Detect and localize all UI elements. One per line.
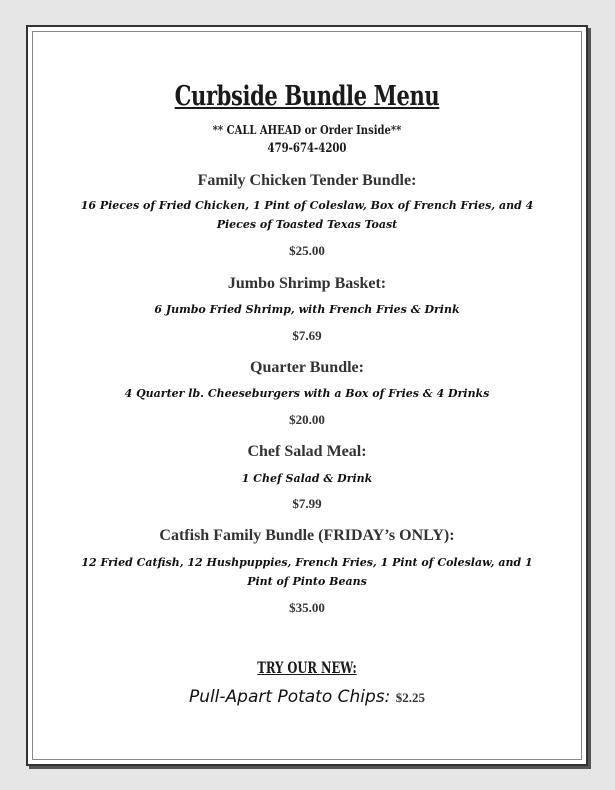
item-description: 1 Chef Salad & Drink <box>241 472 373 485</box>
item-price: $7.99 <box>292 496 322 511</box>
item-name: Chef Salad Meal: <box>247 443 367 460</box>
item-name: Catfish Family Bundle (FRIDAY’s ONLY): <box>159 527 455 544</box>
item-name: Jumbo Shrimp Basket: <box>227 275 387 292</box>
item-description: 4 Quarter lb. Cheeseburgers with a Box of Fries & 4 Drinks <box>124 387 490 400</box>
promo-line <box>28 687 586 707</box>
item-description: 6 Jumbo Fried Shrimp, with French Fries & Drink <box>154 303 460 316</box>
phone-number: 479-674-4200 <box>267 141 347 156</box>
menu-title: Curbside Bundle Menu <box>174 81 440 112</box>
promo-heading: TRY OUR NEW: <box>257 658 357 677</box>
item-name: Quarter Bundle: <box>250 359 364 376</box>
item-description: 16 Pieces of Fried Chicken, 1 Pint of Coleslaw, Box of French Fries, and 4 Pieces of Toasted Texas Toast <box>80 199 534 231</box>
item-description: 12 Fried Catfish, 12 Hushpuppies, French Fries, 1 Pint of Coleslaw, and 1 Pint of Pinto Beans <box>81 556 533 588</box>
item-name: Family Chicken Tender Bundle: <box>197 172 417 189</box>
item-price: $7.69 <box>292 328 322 343</box>
menu-subtitle: ** CALL AHEAD or Order Inside** <box>212 122 402 137</box>
item-price: $35.00 <box>289 600 325 615</box>
menu-page <box>26 25 588 766</box>
item-price: $25.00 <box>289 243 325 258</box>
promo-label: Pull-Apart Potato Chips: <box>188 687 391 707</box>
promo-price: $2.25 <box>395 690 426 705</box>
item-price: $20.00 <box>289 412 325 427</box>
